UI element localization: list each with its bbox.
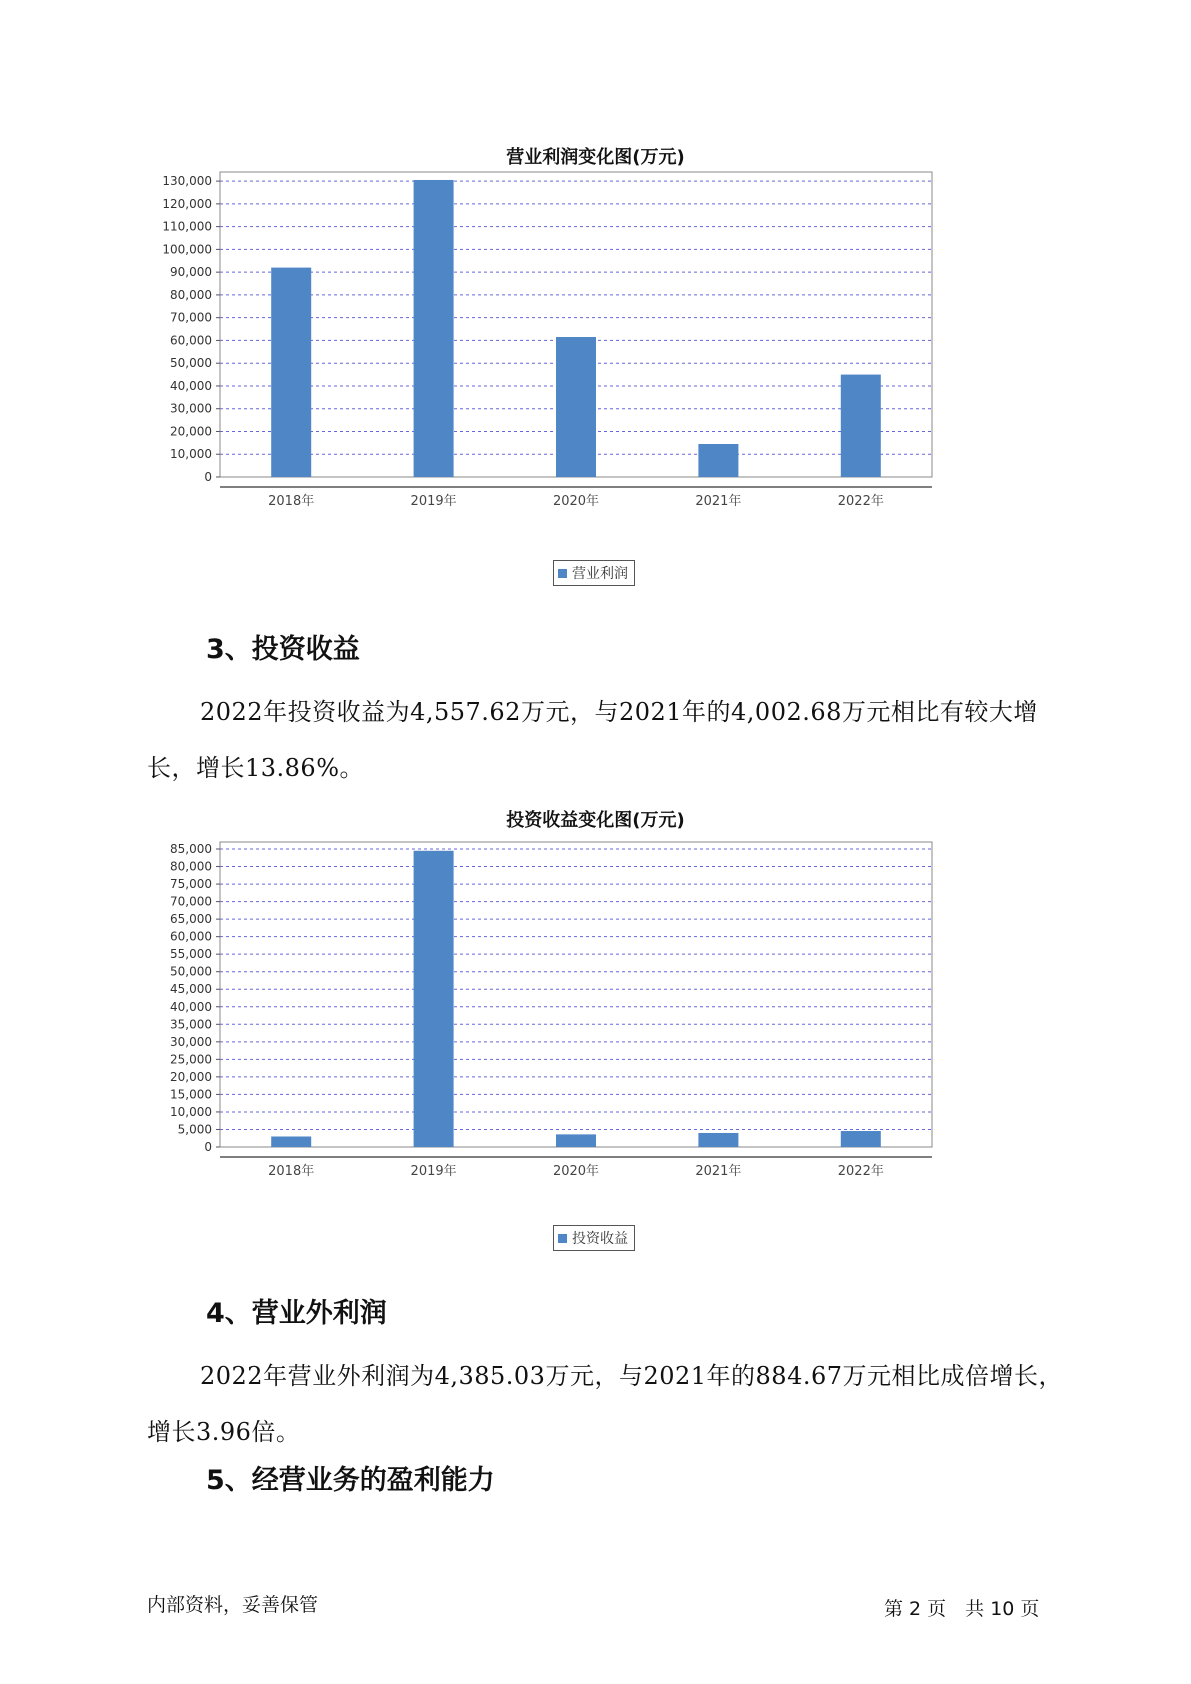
chart2-title: 投资收益变化图(万元) — [506, 810, 685, 831]
x-tick-label: 2022年 — [837, 1164, 884, 1179]
y-tick-label: 65,000 — [170, 912, 212, 927]
y-tick-label: 130,000 — [162, 174, 212, 189]
chart1 — [150, 170, 1030, 515]
chart1-svg — [150, 170, 1030, 515]
y-tick-label: 25,000 — [170, 1052, 212, 1067]
chart1-legend-swatch — [558, 569, 567, 578]
y-tick-label: 100,000 — [162, 242, 212, 257]
bar-2020年 — [556, 337, 596, 477]
x-tick-label: 2020年 — [552, 494, 600, 509]
section3-heading: 3、投资收益 — [206, 634, 360, 665]
y-tick-label: 85,000 — [170, 842, 212, 857]
y-tick-label: 30,000 — [170, 1034, 212, 1049]
chart2-legend — [553, 1225, 635, 1251]
bar-2022年 — [841, 1131, 881, 1147]
y-tick-label: 80,000 — [170, 287, 212, 302]
y-tick-label: 5,000 — [177, 1122, 212, 1137]
x-tick-label: 2022年 — [837, 494, 884, 509]
chart2-legend-swatch — [558, 1234, 567, 1243]
y-tick-label: 50,000 — [170, 356, 212, 371]
chart2 — [150, 840, 1030, 1185]
chart2-legend-label: 投资收益 — [572, 1231, 628, 1247]
bar-2018年 — [271, 268, 311, 477]
y-tick-label: 0 — [204, 470, 212, 484]
y-tick-label: 10,000 — [170, 1104, 212, 1119]
bar-2020年 — [556, 1134, 596, 1147]
y-tick-label: 45,000 — [170, 982, 212, 997]
y-tick-label: 30,000 — [170, 401, 212, 416]
x-tick-label: 2019年 — [410, 1164, 457, 1179]
section5-heading: 5、经营业务的盈利能力 — [206, 1465, 495, 1496]
x-tick-label: 2018年 — [268, 494, 315, 509]
chart1-title: 营业利润变化图(万元) — [506, 147, 685, 168]
y-tick-label: 10,000 — [170, 447, 212, 462]
x-tick-label: 2020年 — [552, 1164, 600, 1179]
bar-2021年 — [698, 1133, 738, 1147]
x-tick-label: 2021年 — [695, 1164, 742, 1179]
footer-confidential-note: 内部资料，妥善保管 — [147, 1594, 319, 1616]
y-tick-label: 40,000 — [170, 378, 212, 393]
y-tick-label: 35,000 — [170, 1017, 212, 1032]
chart1-legend — [553, 560, 635, 586]
section4-paragraph: 2022年营业外利润为4,385.03万元，与2021年的884.67万元相比成倍增长，增长3.96倍。 — [147, 1362, 1064, 1446]
y-tick-label: 80,000 — [170, 859, 212, 874]
y-tick-label: 15,000 — [170, 1087, 212, 1102]
footer-page-number: 第 2 页 共 10 页 — [884, 1598, 1040, 1620]
chart1-legend-label: 营业利润 — [572, 566, 628, 582]
section4-heading: 4、营业外利润 — [206, 1298, 387, 1329]
bar-2019年 — [414, 851, 454, 1147]
bar-2019年 — [414, 180, 454, 477]
x-tick-label: 2018年 — [268, 1164, 315, 1179]
y-tick-label: 20,000 — [170, 1069, 212, 1084]
x-tick-label: 2019年 — [410, 494, 457, 509]
section3-paragraph: 2022年投资收益为4,557.62万元，与2021年的4,002.68万元相比有较大增长，增长13.86%。 — [147, 698, 1038, 782]
y-tick-label: 90,000 — [170, 265, 212, 280]
x-tick-label: 2021年 — [695, 494, 742, 509]
bar-2018年 — [271, 1136, 311, 1147]
y-tick-label: 120,000 — [162, 196, 212, 211]
y-tick-label: 70,000 — [170, 310, 212, 325]
y-tick-label: 20,000 — [170, 424, 212, 439]
plot-area — [220, 842, 932, 1147]
y-tick-label: 60,000 — [170, 929, 212, 944]
bar-2021年 — [698, 444, 738, 477]
y-tick-label: 0 — [204, 1140, 212, 1154]
y-tick-label: 75,000 — [170, 877, 212, 892]
y-tick-label: 70,000 — [170, 894, 212, 909]
y-tick-label: 50,000 — [170, 964, 212, 979]
y-tick-label: 55,000 — [170, 947, 212, 962]
y-tick-label: 60,000 — [170, 333, 212, 348]
bar-2022年 — [841, 375, 881, 477]
chart2-svg — [150, 840, 1030, 1185]
y-tick-label: 110,000 — [162, 219, 212, 234]
y-tick-label: 40,000 — [170, 999, 212, 1014]
